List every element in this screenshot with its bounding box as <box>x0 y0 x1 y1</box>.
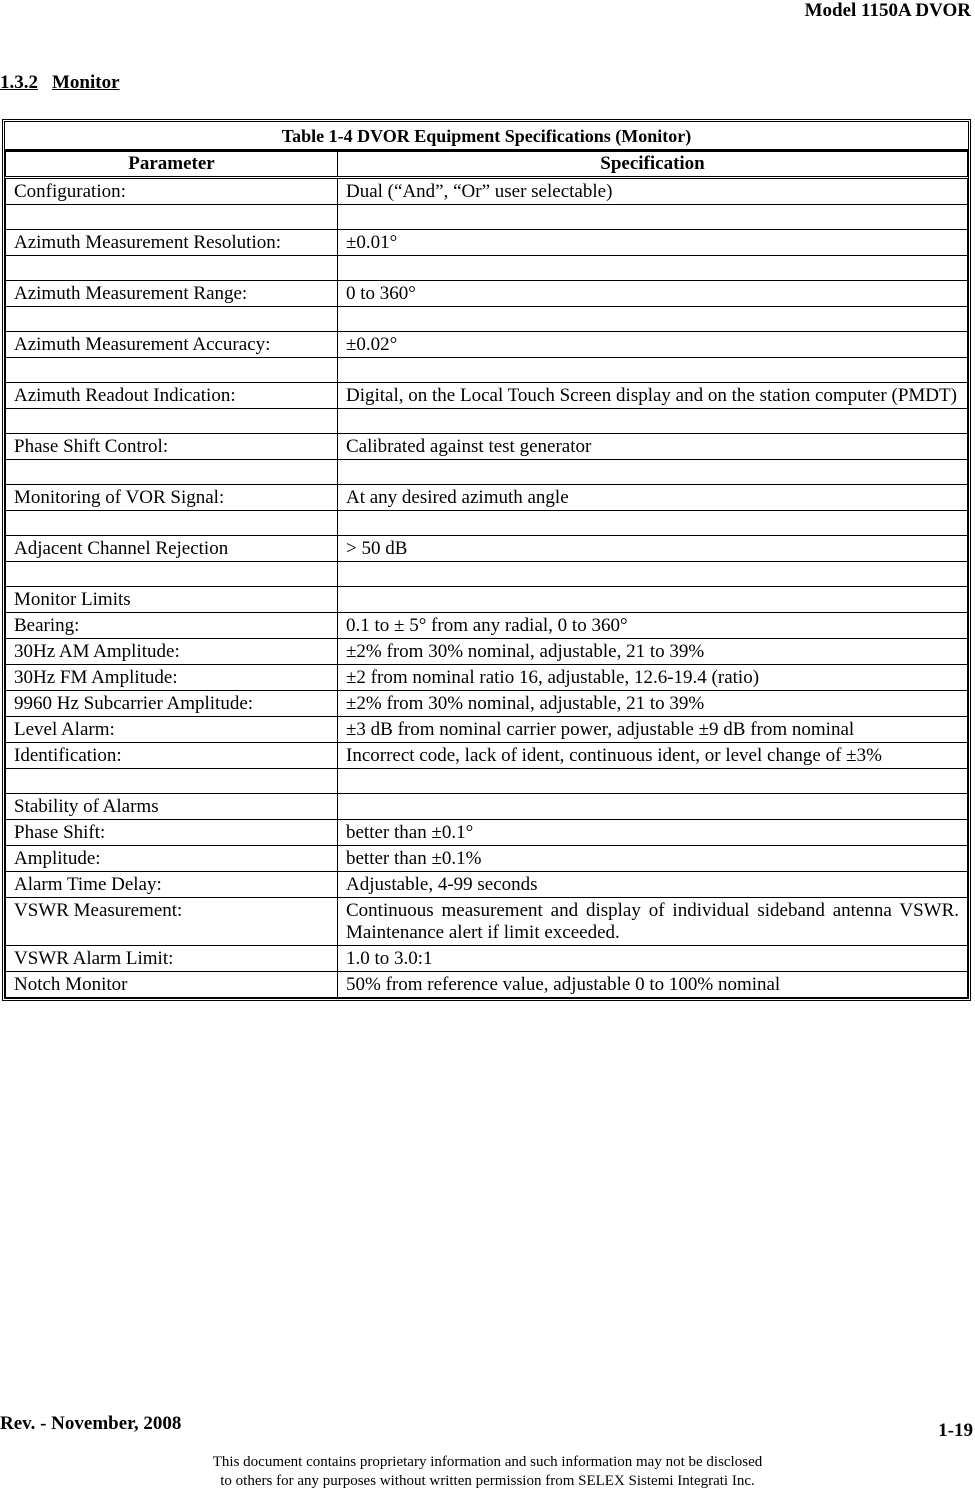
section-number: 1.3.2 <box>0 72 38 93</box>
parameter-cell: Adjacent Channel Rejection <box>6 536 338 562</box>
table-row <box>6 205 968 230</box>
table-row <box>6 358 968 383</box>
table-row <box>6 383 968 409</box>
footer-revision: Rev. - November, 2008 <box>0 1413 182 1434</box>
table-row <box>6 613 968 639</box>
specification-cell: ±0.01° <box>338 230 968 256</box>
parameter-cell: Azimuth Measurement Resolution: <box>6 230 338 256</box>
specification-cell: > 50 dB <box>338 536 968 562</box>
table-row <box>6 743 968 769</box>
table-row <box>6 178 968 205</box>
specification-cell: 1.0 to 3.0:1 <box>338 946 968 972</box>
table-row <box>6 691 968 717</box>
specification-cell: better than ±0.1% <box>338 846 968 872</box>
table-row <box>6 511 968 536</box>
parameter-cell <box>6 205 338 230</box>
parameter-cell <box>6 511 338 536</box>
parameter-cell <box>6 409 338 434</box>
table-row <box>6 460 968 485</box>
specification-cell <box>338 460 968 485</box>
parameter-cell: Phase Shift Control: <box>6 434 338 460</box>
table-row <box>6 562 968 587</box>
specification-cell <box>338 794 968 820</box>
table-row <box>6 587 968 613</box>
parameter-cell: VSWR Alarm Limit: <box>6 946 338 972</box>
specification-cell <box>338 358 968 383</box>
parameter-cell: 30Hz AM Amplitude: <box>6 639 338 665</box>
parameter-cell <box>6 256 338 281</box>
proprietary-notice <box>0 1453 975 1491</box>
specification-cell: 50% from reference value, adjustable 0 to 100% nominal <box>338 972 968 998</box>
table-row <box>6 281 968 307</box>
table-header-row <box>6 152 968 178</box>
table-row <box>6 665 968 691</box>
parameter-cell: Monitor Limits <box>6 587 338 613</box>
specification-cell: 0.1 to ± 5° from any radial, 0 to 360° <box>338 613 968 639</box>
specification-cell: Dual (“And”, “Or” user selectable) <box>338 178 968 205</box>
parameter-cell <box>6 562 338 587</box>
specification-cell <box>338 307 968 332</box>
parameter-cell: Azimuth Measurement Accuracy: <box>6 332 338 358</box>
specification-cell: better than ±0.1° <box>338 820 968 846</box>
specification-cell: Continuous measurement and display of individual sideband antenna VSWR. Maintenance alert if limit exceeded. <box>338 898 968 946</box>
parameter-cell: Alarm Time Delay: <box>6 872 338 898</box>
parameter-cell: Amplitude: <box>6 846 338 872</box>
section-heading <box>0 72 120 94</box>
parameter-cell: VSWR Measurement: <box>6 898 338 946</box>
table-row <box>6 639 968 665</box>
table-row <box>6 972 968 998</box>
specification-cell: Digital, on the Local Touch Screen display and on the station computer (PMDT) <box>338 383 968 409</box>
specification-cell <box>338 205 968 230</box>
parameter-cell: Bearing: <box>6 613 338 639</box>
parameter-cell: Configuration: <box>6 178 338 205</box>
specification-cell: Adjustable, 4-99 seconds <box>338 872 968 898</box>
table-row <box>6 307 968 332</box>
specification-cell <box>338 562 968 587</box>
column-header-specification: Specification <box>338 152 968 178</box>
table-row <box>6 409 968 434</box>
document-header-model: Model 1150A DVOR <box>804 0 971 21</box>
table-row <box>6 434 968 460</box>
specification-cell: ±3 dB from nominal carrier power, adjustable ±9 dB from nominal <box>338 717 968 743</box>
parameter-cell: Stability of Alarms <box>6 794 338 820</box>
parameter-cell: Azimuth Readout Indication: <box>6 383 338 409</box>
spec-table-container <box>2 119 971 1001</box>
specification-cell: Incorrect code, lack of ident, continuous ident, or level change of ±3% <box>338 743 968 769</box>
table-row <box>6 872 968 898</box>
specification-cell <box>338 511 968 536</box>
table-caption: Table 1-4 DVOR Equipment Specifications (Monitor) <box>5 122 968 151</box>
parameter-cell <box>6 307 338 332</box>
specification-cell: ±0.02° <box>338 332 968 358</box>
specification-cell: Calibrated against test generator <box>338 434 968 460</box>
column-header-parameter: Parameter <box>6 152 338 178</box>
page-number: 1-19 <box>938 1420 973 1441</box>
specification-cell: ±2% from 30% nominal, adjustable, 21 to 39% <box>338 691 968 717</box>
parameter-cell <box>6 358 338 383</box>
parameter-cell: Identification: <box>6 743 338 769</box>
parameter-cell: Notch Monitor <box>6 972 338 998</box>
parameter-cell: 9960 Hz Subcarrier Amplitude: <box>6 691 338 717</box>
table-row <box>6 820 968 846</box>
section-title: Monitor <box>52 72 120 93</box>
specification-cell: At any desired azimuth angle <box>338 485 968 511</box>
table-row <box>6 230 968 256</box>
table-row <box>6 717 968 743</box>
specification-cell <box>338 587 968 613</box>
table-row <box>6 536 968 562</box>
specification-cell: 0 to 360° <box>338 281 968 307</box>
specification-cell <box>338 409 968 434</box>
table-row <box>6 485 968 511</box>
specification-cell <box>338 769 968 794</box>
spec-table <box>5 122 968 998</box>
parameter-cell: Level Alarm: <box>6 717 338 743</box>
parameter-cell: Phase Shift: <box>6 820 338 846</box>
table-row <box>6 769 968 794</box>
specification-cell: ±2 from nominal ratio 16, adjustable, 12.6-19.4 (ratio) <box>338 665 968 691</box>
table-row <box>6 846 968 872</box>
table-row <box>6 946 968 972</box>
table-row <box>6 898 968 946</box>
specification-cell <box>338 256 968 281</box>
parameter-cell: Azimuth Measurement Range: <box>6 281 338 307</box>
parameter-cell <box>6 769 338 794</box>
notice-line: This document contains proprietary information and such information may not be disclosed <box>212 1454 763 1470</box>
table-body <box>6 178 968 998</box>
table-row <box>6 794 968 820</box>
specification-cell: ±2% from 30% nominal, adjustable, 21 to 39% <box>338 639 968 665</box>
notice-line: to others for any purposes without written permission from SELEX Sistemi Integrati Inc. <box>220 1473 755 1489</box>
parameter-cell: 30Hz FM Amplitude: <box>6 665 338 691</box>
table-row <box>6 332 968 358</box>
table-row <box>6 256 968 281</box>
parameter-cell <box>6 460 338 485</box>
parameter-cell: Monitoring of VOR Signal: <box>6 485 338 511</box>
